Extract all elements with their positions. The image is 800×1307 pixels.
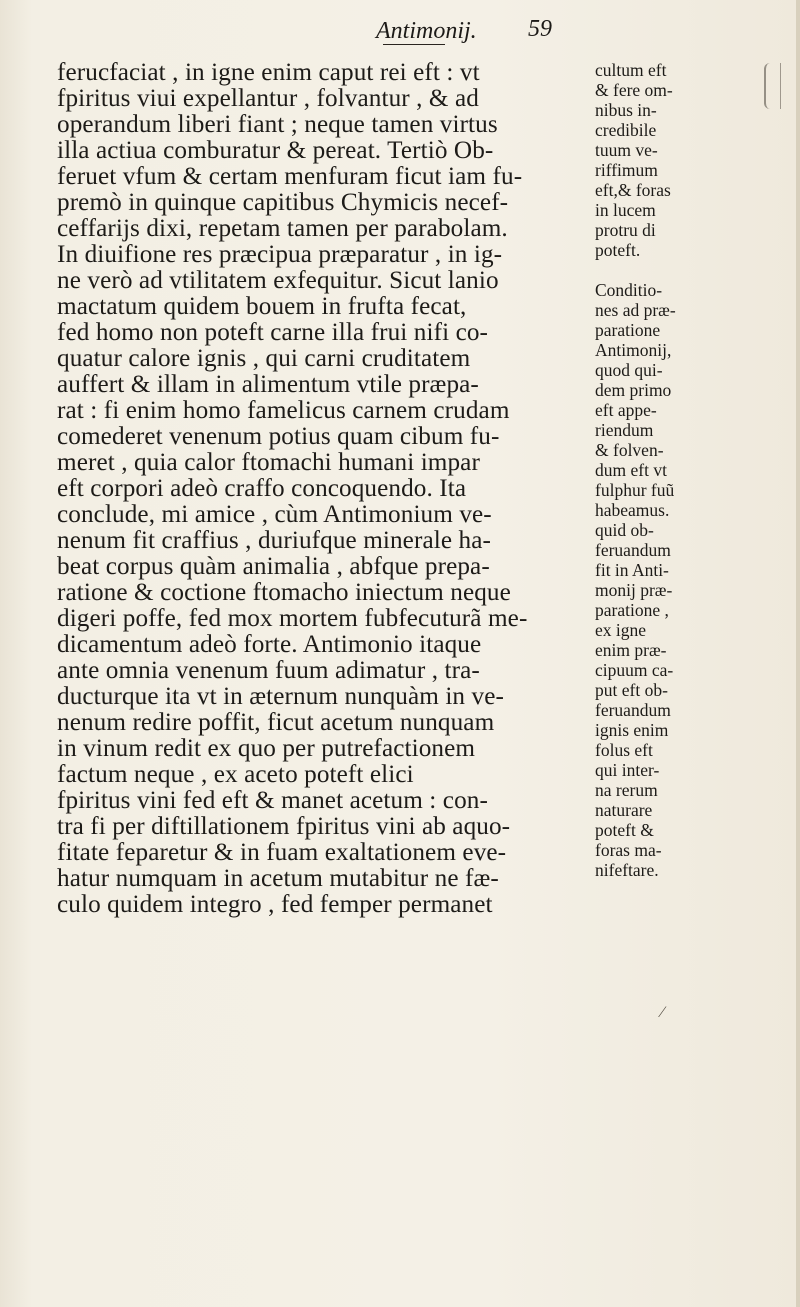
margin-notes bbox=[595, 60, 775, 880]
text-line: ante omnia venenum fuum adimatur , tra- bbox=[57, 657, 480, 684]
margin-note-line: quod qui- bbox=[595, 360, 663, 380]
margin-note-line: riendum bbox=[595, 420, 654, 440]
margin-note-line: habeamus. bbox=[595, 500, 670, 520]
margin-note-line: poteft & bbox=[595, 820, 654, 840]
text-line: digeri poffe, fed mox mortem fubfecuturã me- bbox=[57, 605, 528, 632]
margin-note-line: quid ob- bbox=[595, 520, 654, 540]
text-line: nenum fit craffius , duriufque minerale ha- bbox=[57, 527, 491, 554]
margin-note-line: paratione , bbox=[595, 600, 669, 620]
text-line: ceffarijs dixi, repetam tamen per parabolam. bbox=[57, 215, 508, 242]
text-line: meret , quia calor ftomachi humani impar bbox=[57, 449, 480, 476]
margin-note-line: fit in Anti- bbox=[595, 560, 669, 580]
margin-note-line: poteft. bbox=[595, 240, 641, 260]
margin-note-line: dum eft vt bbox=[595, 460, 667, 480]
margin-note-line: na rerum bbox=[595, 780, 658, 800]
text-line: ratione & coctione ftomacho iniectum neque bbox=[57, 579, 511, 606]
text-line: eft corpori adeò craffo concoquendo. Ita bbox=[57, 475, 467, 502]
main-text-block bbox=[57, 60, 577, 918]
margin-note-line: ignis enim bbox=[595, 720, 669, 740]
margin-note-line: eft appe- bbox=[595, 400, 657, 420]
margin-note-line: nes ad præ- bbox=[595, 300, 676, 320]
margin-note-line: credibile bbox=[595, 120, 657, 140]
margin-note-line: nifeftare. bbox=[595, 860, 659, 880]
text-line: ducturque ita vt in æternum nunquàm in ve- bbox=[57, 683, 504, 710]
margin-note-line: Conditio- bbox=[595, 280, 663, 300]
margin-note-line: cipuum ca- bbox=[595, 660, 674, 680]
page-header bbox=[0, 8, 800, 48]
margin-note-line: put eft ob- bbox=[595, 680, 668, 700]
title-rule bbox=[383, 44, 445, 45]
text-line: fpiritus vini fed eft & manet acetum : con- bbox=[57, 787, 488, 814]
text-line: nenum redire poffit, ficut acetum nunquam bbox=[57, 709, 495, 736]
margin-note-line: paratione bbox=[595, 320, 661, 340]
text-line: quatur calore ignis , qui carni cruditatem bbox=[57, 345, 471, 372]
margin-note-line: tuum ve- bbox=[595, 140, 658, 160]
text-line: comederet venenum potius quam cibum fu- bbox=[57, 423, 500, 450]
margin-note-line: & folven- bbox=[595, 440, 664, 460]
text-line: in vinum redit ex quo per putrefactionem bbox=[57, 735, 476, 762]
text-line: ferucfaciat , in igne enim caput rei eft : vt bbox=[57, 59, 480, 86]
text-line: rat : fi enim homo famelicus carnem crudam bbox=[57, 397, 510, 424]
margin-note-line: feruandum bbox=[595, 540, 671, 560]
margin-note-line: eft,& foras bbox=[595, 180, 671, 200]
margin-note-line: Antimonij, bbox=[595, 340, 672, 360]
margin-note-line bbox=[595, 260, 775, 280]
text-line: In diuifione res præcipua præparatur , in ig- bbox=[57, 241, 503, 268]
margin-note-line: fulphur fuũ bbox=[595, 480, 675, 500]
margin-note-line: nibus in- bbox=[595, 100, 657, 120]
margin-note-line: ex igne bbox=[595, 620, 647, 640]
text-line: auffert & illam in alimentum vtile præpa- bbox=[57, 371, 479, 398]
text-line: operandum liberi fiant ; neque tamen virtus bbox=[57, 111, 498, 138]
text-line: illa actiua comburatur & pereat. Tertiò Ob- bbox=[57, 137, 494, 164]
margin-note-line: naturare bbox=[595, 800, 653, 820]
text-line: premò in quinque capitibus Chymicis necef- bbox=[57, 189, 509, 216]
running-title: Antimonij. bbox=[376, 18, 477, 44]
stray-ink-mark: ⁄ bbox=[661, 1004, 664, 1021]
margin-note-line: folus eft bbox=[595, 740, 653, 760]
text-line: fed homo non poteft carne illa frui nifi co- bbox=[57, 319, 489, 346]
text-line: factum neque , ex aceto poteft elici bbox=[57, 761, 414, 788]
margin-note-line: monij præ- bbox=[595, 580, 673, 600]
text-line: dicamentum adeò forte. Antimonio itaque bbox=[57, 631, 482, 658]
margin-note-line: qui inter- bbox=[595, 760, 660, 780]
text-line: fitate feparetur & in fuam exaltationem eve- bbox=[57, 839, 507, 866]
text-line: mactatum quidem bouem in frufta fecat, bbox=[57, 293, 467, 320]
margin-note-line: cultum eft bbox=[595, 60, 667, 80]
margin-note-line: dem primo bbox=[595, 380, 672, 400]
margin-note-line: feruandum bbox=[595, 700, 671, 720]
text-line: fpiritus viui expellantur , folvantur , & ad bbox=[57, 85, 479, 112]
margin-note-line: & fere om- bbox=[595, 80, 673, 100]
text-line: tra fi per diftillationem fpiritus vini ab aquo- bbox=[57, 813, 511, 840]
text-line: culo quidem integro , fed femper permanet bbox=[57, 891, 493, 918]
text-line: ne verò ad vtilitatem exfequitur. Sicut lanio bbox=[57, 267, 499, 294]
margin-note-line: riffimum bbox=[595, 160, 658, 180]
text-line: feruet vfum & certam menfuram ficut iam fu- bbox=[57, 163, 523, 190]
page-edge bbox=[796, 0, 800, 1307]
text-line: beat corpus quàm animalia , abfque prepa- bbox=[57, 553, 490, 580]
margin-note-line: in lucem bbox=[595, 200, 656, 220]
text-line: hatur numquam in acetum mutabitur ne fæ- bbox=[57, 865, 499, 892]
margin-note-line: enim præ- bbox=[595, 640, 667, 660]
page-number: 59 bbox=[528, 16, 552, 42]
margin-note-line: foras ma- bbox=[595, 840, 662, 860]
text-line: conclude, mi amice , cùm Antimonium ve- bbox=[57, 501, 492, 528]
margin-note-line: protru di bbox=[595, 220, 656, 240]
